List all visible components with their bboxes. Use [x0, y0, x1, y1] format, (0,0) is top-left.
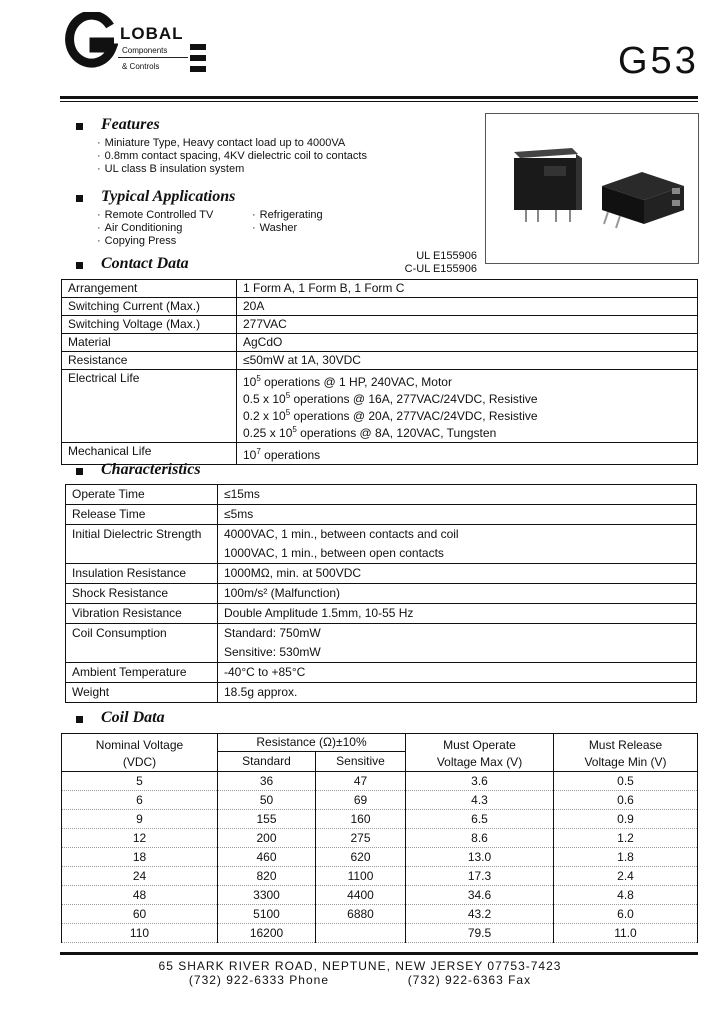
table-row [66, 683, 697, 703]
applications-list-2 [252, 209, 323, 235]
dielectric-line: 4000VAC, 1 min., between contacts and coil [224, 527, 459, 541]
table-cell: 5100 [218, 905, 316, 924]
table-cell: 47 [316, 772, 406, 791]
electrical-life-line: 0.25 x $10^5$ operations @ 8A, 120VAC, Tungsten [243, 425, 497, 440]
coil-table-body [62, 772, 698, 943]
logo-bars-icon [190, 44, 206, 72]
row-label: Ambient Temperature [66, 663, 218, 683]
footer-phone: (732) 922-6333 Phone [188, 973, 329, 987]
table-cell: 6.5 [406, 810, 554, 829]
table-cell: 620 [316, 848, 406, 867]
table-cell: 43.2 [406, 905, 554, 924]
table-row [66, 663, 697, 683]
footer-contacts [0, 973, 720, 987]
table-row [62, 829, 698, 848]
table-row [62, 810, 698, 829]
table-cell: 160 [316, 810, 406, 829]
company-logo-g [64, 12, 118, 70]
table-cell: 69 [316, 791, 406, 810]
table-cell: 24 [62, 867, 218, 886]
table-row [62, 867, 698, 886]
table-cell: 48 [62, 886, 218, 905]
header-resistance: Resistance (Ω)±10% [218, 734, 406, 752]
table-cell: 4.8 [554, 886, 698, 905]
row-label: Arrangement [62, 280, 237, 298]
product-photo [485, 113, 699, 264]
header-standard: Standard [218, 752, 316, 772]
bullet-square-icon [76, 262, 83, 269]
logo-wordmark: LOBAL [120, 24, 184, 43]
table-cell: 3300 [218, 886, 316, 905]
row-value: -40°C to +85°C [218, 663, 697, 683]
coil-line: Sensitive: 530mW [224, 645, 321, 659]
electrical-life-line: 0.2 x $10^5$ operations @ 20A, 277VAC/24VDC, Resistive [243, 408, 538, 423]
logo-divider [118, 57, 188, 58]
row-label: Shock Resistance [66, 584, 218, 604]
electrical-life-line: 0.5 x $10^5$ operations @ 16A, 277VAC/24VDC, Resistive [243, 391, 538, 406]
contact-data-title: Contact Data [101, 255, 189, 272]
row-value: 277VAC [237, 316, 698, 334]
table-row [62, 772, 698, 791]
bullet-square-icon [76, 716, 83, 723]
table-cell: 9 [62, 810, 218, 829]
header-rule-thin [60, 101, 698, 102]
row-value [218, 624, 697, 663]
header-must-release: Must Release Voltage Min (V) [554, 734, 698, 772]
table-row [66, 525, 697, 564]
table-cell: 1.2 [554, 829, 698, 848]
relay-image [486, 114, 698, 263]
table-row [66, 624, 697, 663]
footer-address: 65 SHARK RIVER ROAD, NEPTUNE, NEW JERSEY 07753-7423 [158, 959, 562, 973]
application-item: · Refrigerating [252, 209, 323, 222]
table-row [66, 505, 697, 525]
coil-line: Standard: 750mW [224, 626, 321, 640]
table-row [62, 352, 698, 370]
row-value: ≤15ms [218, 485, 697, 505]
row-value: 1 Form A, 1 Form B, 1 Form C [237, 280, 698, 298]
table-cell: 110 [62, 924, 218, 943]
table-cell: 79.5 [406, 924, 554, 943]
feature-item: · 0.8mm contact spacing, 4KV dielectric coil to contacts [97, 150, 367, 163]
table-row [62, 924, 698, 943]
table-header-row [62, 734, 698, 752]
table-cell: 1100 [316, 867, 406, 886]
applications-title: Typical Applications [101, 188, 236, 205]
coil-data-table [61, 733, 698, 943]
table-cell: 60 [62, 905, 218, 924]
cert-ul: UL E155906 [416, 250, 477, 262]
application-item: · Washer [252, 222, 323, 235]
coil-data-title: Coil Data [101, 709, 165, 726]
row-value: $10^7$ operations [237, 443, 698, 465]
row-value: ≤50mW at 1A, 30VDC [237, 352, 698, 370]
table-row [62, 848, 698, 867]
table-row [62, 370, 698, 443]
table-cell: 50 [218, 791, 316, 810]
table-cell: 275 [316, 829, 406, 848]
table-cell: 6.0 [554, 905, 698, 924]
model-number: G53 [618, 40, 699, 82]
row-value: ≤5ms [218, 505, 697, 525]
row-label: Electrical Life [62, 370, 237, 443]
row-label: Release Time [66, 505, 218, 525]
row-value: 20A [237, 298, 698, 316]
table-cell: 11.0 [554, 924, 698, 943]
footer-rule [60, 952, 698, 955]
footer-fax: (732) 922-6363 Fax [407, 973, 532, 987]
table-cell: 6 [62, 791, 218, 810]
table-cell: 2.4 [554, 867, 698, 886]
feature-item: · Miniature Type, Heavy contact load up to 4000VA [97, 137, 367, 150]
row-label: Coil Consumption [66, 624, 218, 663]
table-cell: 1.8 [554, 848, 698, 867]
row-value [218, 525, 697, 564]
bullet-square-icon [76, 195, 83, 202]
application-item: · Remote Controlled TV [97, 209, 213, 222]
applications-list-1 [97, 209, 213, 248]
row-value: AgCdO [237, 334, 698, 352]
row-label: Weight [66, 683, 218, 703]
table-cell: 18 [62, 848, 218, 867]
feature-item: · UL class B insulation system [97, 163, 367, 176]
dielectric-line: 1000VAC, 1 min., between open contacts [224, 546, 444, 560]
table-cell: 13.0 [406, 848, 554, 867]
table-row [62, 905, 698, 924]
row-label: Material [62, 334, 237, 352]
row-value: 100m/s² (Malfunction) [218, 584, 697, 604]
table-cell: 0.9 [554, 810, 698, 829]
row-label: Switching Voltage (Max.) [62, 316, 237, 334]
table-cell: 4400 [316, 886, 406, 905]
row-label: Resistance [62, 352, 237, 370]
contact-data-table [61, 279, 698, 465]
table-cell: 0.6 [554, 791, 698, 810]
application-item: · Copying Press [97, 235, 213, 248]
row-value: Double Amplitude 1.5mm, 10-55 Hz [218, 604, 697, 624]
row-label: Operate Time [66, 485, 218, 505]
table-cell: 155 [218, 810, 316, 829]
bullet-square-icon [76, 468, 83, 475]
electrical-life-value [237, 370, 698, 443]
header-sensitive: Sensitive [316, 752, 406, 772]
table-row [66, 584, 697, 604]
table-cell: 4.3 [406, 791, 554, 810]
table-cell: 34.6 [406, 886, 554, 905]
table-row [62, 334, 698, 352]
header-must-operate: Must Operate Voltage Max (V) [406, 734, 554, 772]
logo-subtitle-2: & Controls [122, 62, 160, 71]
row-value: 18.5g approx. [218, 683, 697, 703]
table-row [62, 298, 698, 316]
table-row [62, 280, 698, 298]
table-cell: 17.3 [406, 867, 554, 886]
bullet-square-icon [76, 123, 83, 130]
table-row [62, 316, 698, 334]
table-cell: 36 [218, 772, 316, 791]
table-cell: 5 [62, 772, 218, 791]
row-label: Insulation Resistance [66, 564, 218, 584]
electrical-life-line: $10^5$ operations @ 1 HP, 240VAC, Motor [243, 374, 452, 389]
table-cell: 16200 [218, 924, 316, 943]
table-row [66, 485, 697, 505]
row-label: Switching Current (Max.) [62, 298, 237, 316]
row-label: Mechanical Life [62, 443, 237, 465]
table-cell: 0.5 [554, 772, 698, 791]
table-cell: 460 [218, 848, 316, 867]
table-cell: 6880 [316, 905, 406, 924]
table-row [66, 564, 697, 584]
application-item: · Air Conditioning [97, 222, 213, 235]
certifications [380, 250, 477, 276]
row-label: Initial Dielectric Strength [66, 525, 218, 564]
table-row [62, 791, 698, 810]
table-cell: 820 [218, 867, 316, 886]
row-value: 1000MΩ, min. at 500VDC [218, 564, 697, 584]
table-cell: 200 [218, 829, 316, 848]
table-cell: 3.6 [406, 772, 554, 791]
header-rule [60, 96, 698, 99]
logo-subtitle-1: Components [122, 46, 168, 55]
characteristics-title: Characteristics [101, 461, 201, 478]
header-nominal: Nominal Voltage (VDC) [62, 734, 218, 772]
features-title: Features [101, 116, 160, 133]
table-row [66, 604, 697, 624]
table-cell: 12 [62, 829, 218, 848]
characteristics-table [65, 484, 697, 703]
features-list [97, 137, 367, 176]
table-row [62, 886, 698, 905]
cert-cul: C-UL E155906 [404, 263, 477, 275]
table-cell: 8.6 [406, 829, 554, 848]
table-cell [316, 924, 406, 943]
row-label: Vibration Resistance [66, 604, 218, 624]
